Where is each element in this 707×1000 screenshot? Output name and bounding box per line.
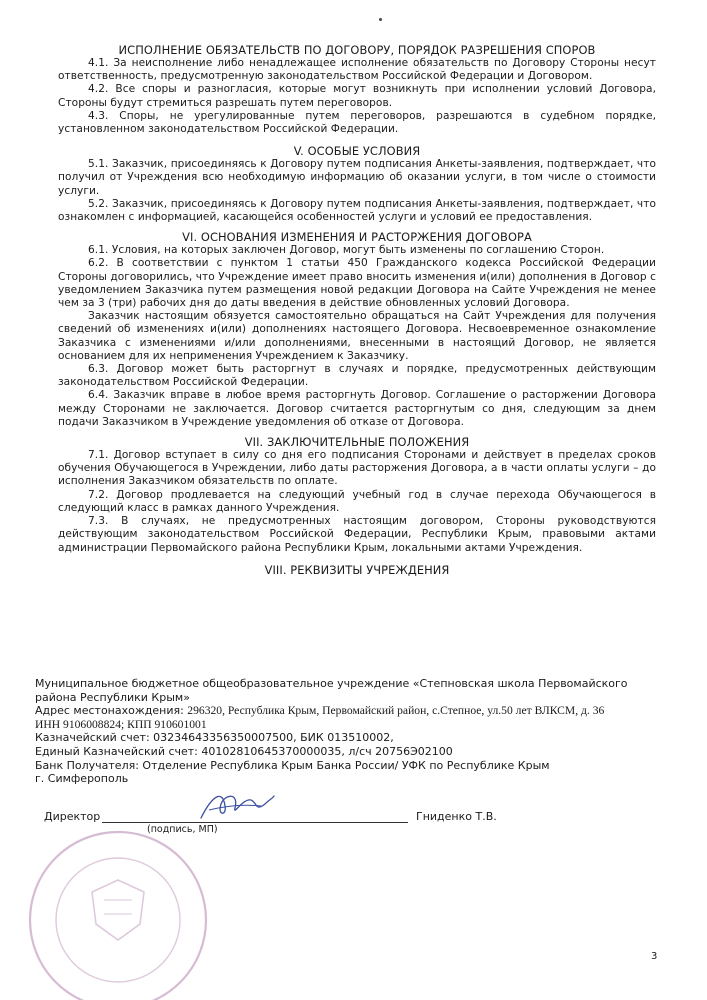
document-body bbox=[58, 43, 656, 577]
address-label: Адрес местонахождения: bbox=[35, 704, 184, 718]
city-line: г. Симферополь bbox=[35, 772, 129, 786]
org-name: Муниципальное бюджетное общеобразовательное учреждение «Степновская школа Первомайского района Республики Крым» bbox=[35, 677, 628, 704]
official-stamp bbox=[18, 820, 218, 1000]
clause-6-3: 6.3. Договор может быть расторгнут в случаях и порядке, предусмотренных действующим законодательством Российской Федерации. bbox=[58, 363, 656, 389]
signer-name: Гниденко Т.В. bbox=[416, 810, 497, 823]
page-number: 3 bbox=[651, 951, 658, 962]
address-value: 296320, Республика Крым, Первомайский район, с.Степное, ул.50 лет ВЛКСМ, д. 36 bbox=[187, 704, 605, 718]
scan-speck bbox=[379, 18, 382, 21]
requisites-block bbox=[35, 677, 665, 786]
bank-line: Банк Получателя: Отделение Республика Крым Банка России/ УФК по Республике Крым bbox=[35, 758, 550, 772]
address-line bbox=[35, 704, 665, 718]
section-6-title: VI. ОСНОВАНИЯ ИЗМЕНЕНИЯ И РАСТОРЖЕНИЯ ДОГОВОРА bbox=[182, 230, 532, 245]
clause-6-2: 6.2. В соответствии с пунктом 1 статьи 450 Гражданского кодекса Российской Федерации Стороны договорились, что Учреждение имеет право вносить изменения и(или) дополнения в Договор с уведомлением Заказчика путем размещения новой редакции Договора на Сайте Учреждения не менее чем за 3 (три) рабочих дня до даты введения в действие обновленных условий Договора. bbox=[58, 257, 656, 310]
inn-kpp: ИНН 9106008824; КПП 910601001 bbox=[35, 717, 207, 731]
clause-4-1: 4.1. За неисполнение либо ненадлежащее исполнение обязательств по Договору Стороны несут ответственность, предусмотренную законодательством Российской Федерации и Договором. bbox=[58, 57, 656, 83]
clause-4-3: 4.3. Споры, не урегулированные путем переговоров, разрешаются в судебном порядке, установленном законодательством Российской Федерации. bbox=[58, 109, 656, 136]
clause-6-4: 6.4. Заказчик вправе в любое время расторгнуть Договор. Соглашение о расторжении Договора между Сторонами не заключается. Договор считается расторгнутым со дня, следующим за днем подачи Заказчиком в Учреждение уведомления об отказе от Договора. bbox=[58, 389, 656, 428]
clause-6-1: 6.1. Условия, на которых заключен Договор, могут быть изменены по соглашению Сторон. bbox=[88, 244, 605, 257]
signature-note: (подпись, МП) bbox=[147, 824, 218, 835]
clause-5-2: 5.2. Заказчик, присоединяясь к Договору путем подписания Анкеты-заявления, подтверждает, что ознакомлен с информацией, касающейся особенностей услуги и условий ее предоставления. bbox=[58, 197, 656, 224]
clause-6-2-note: Заказчик настоящим обязуется самостоятельно обращаться на Сайт Учреждения для получения сведений об изменениях и(или) дополнениях настоящего Договора. Несвоевременное ознакомление Заказчика с изменениями и/или дополнениями, внесенными в настоящий Договор, не является основанием для их неприменения Учреждением к Заказчику. bbox=[58, 310, 656, 362]
treasury-line bbox=[35, 731, 665, 745]
section-8-title: VIII. РЕКВИЗИТЫ УЧРЕЖДЕНИЯ bbox=[264, 562, 450, 577]
treasury-value: 03234643356350007500, БИК 013510002, bbox=[153, 731, 394, 745]
single-treasury-line bbox=[35, 745, 665, 759]
signer-role: Директор bbox=[44, 810, 101, 823]
section-5-title: V. ОСОБЫЕ УСЛОВИЯ bbox=[293, 144, 421, 159]
section-4-title: ИСПОЛНЕНИЕ ОБЯЗАТЕЛЬСТВ ПО ДОГОВОРУ, ПОРЯДОК РАЗРЕШЕНИЯ СПОРОВ bbox=[118, 43, 596, 57]
clause-5-1: 5.1. Заказчик, присоединяясь к Договору путем подписания Анкеты-заявления, подтверждает, что получил от Учреждения всю необходимую информацию об оказании услуги, в том числе о стоимости услуги. bbox=[58, 158, 656, 197]
single-treasury-label: Единый Казначейский счет: bbox=[35, 744, 198, 758]
clause-7-3: 7.3. В случаях, не предусмотренных настоящим договором, Стороны руководствуются действующим законодательством Российской Федерации, Республики Крым, правовыми актами администрации Первомайского района Республики Крым, локальными актами Учреждения. bbox=[58, 515, 656, 554]
clause-4-2: 4.2. Все споры и разногласия, которые могут возникнуть при исполнении условий Договора, Стороны будут стремиться разрешать путем переговоров. bbox=[58, 83, 656, 109]
single-treasury-value: 40102810645370000035, л/сч 20756Э02100 bbox=[201, 744, 453, 758]
clause-7-2: 7.2. Договор продлевается на следующий учебный год в случае перехода Обучающегося в следующий класс в рамках данного Учреждения. bbox=[58, 488, 656, 514]
section-7-title: VII. ЗАКЛЮЧИТЕЛЬНЫЕ ПОЛОЖЕНИЯ bbox=[244, 435, 470, 450]
treasury-label: Казначейский счет: bbox=[35, 731, 150, 745]
clause-7-1: 7.1. Договор вступает в силу со дня его подписания Сторонами и действует в пределах сроков обучения Обучающегося в Учреждении, либо даты расторжения Договора, а в части оплаты услуги – до исполнения Заказчиком обязательств по оплате. bbox=[58, 449, 656, 488]
